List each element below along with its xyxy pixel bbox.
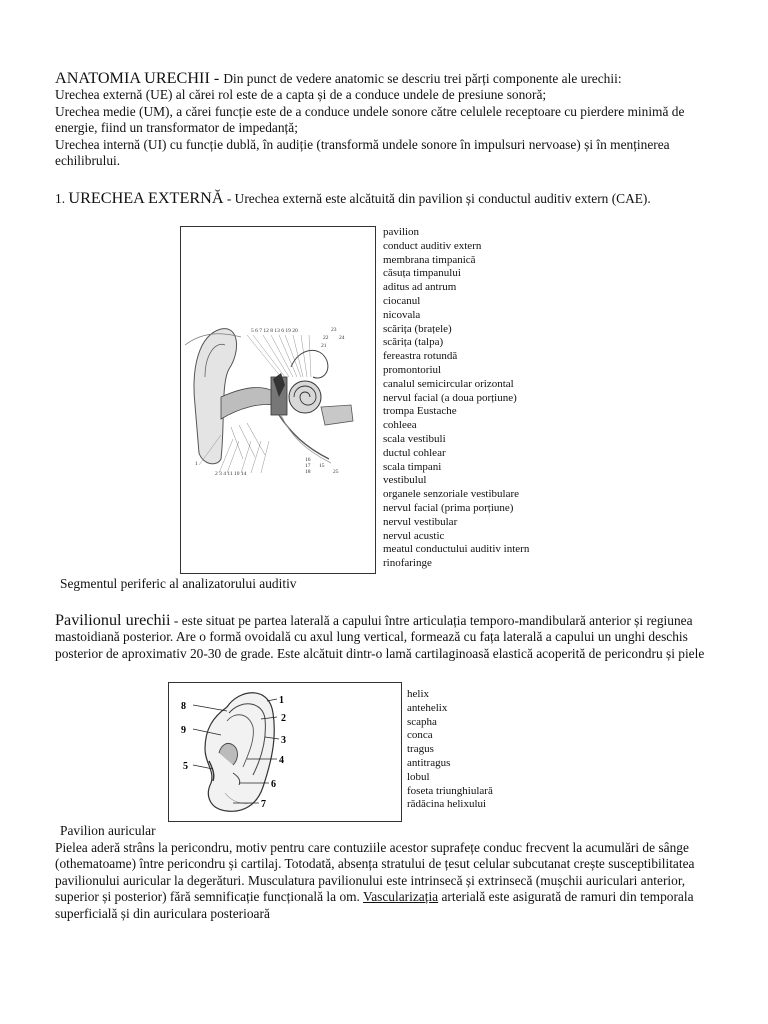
figure1-legend [383, 226, 529, 571]
ear-cross-section-figure [180, 226, 376, 574]
legend-item: lobul [407, 770, 430, 783]
auricle-number: 9 [181, 725, 186, 736]
section1-heading: URECHEA EXTERNĂ [68, 189, 224, 207]
legend-item: scărița (brațele) [383, 322, 452, 335]
legend-item: aditus ad antrum [383, 281, 457, 294]
legend-item: foseta triunghiulară [407, 784, 493, 797]
figure2-legend [407, 688, 493, 812]
legend-item: nervul facial (a doua porțiune) [383, 391, 517, 404]
figure1-bottom-right-number: 16 [305, 457, 311, 463]
figure1-right-number: 24 [339, 335, 345, 341]
figure1-bottom-right-number: 18 [305, 469, 311, 475]
section2-text: - este situat pe partea laterală a capului între articulația temporo-mandibulară anterior și regiunea mastoidiană posterior. Are o formă ovoidală cu axul lung vertical, formează cu fața laterală a capului un unghi deschis posterior de aproximativ 20-30 de grade. Este alcătuit dintr-o lamă cartilaginoasă elastică acoperită de pericondru și piele [55, 613, 705, 661]
legend-item: rinofaringe [383, 557, 432, 570]
intro-paragraph [55, 70, 720, 169]
section2-paragraph [55, 612, 720, 662]
legend-item: scărița (talpa) [383, 336, 444, 349]
legend-item: organele senzoriale vestibulare [383, 488, 520, 501]
final-text-a: Pielea aderă strâns la pericondru, motiv pentru care contuziile acestor suprafețe conduc frecvent la acumulări de sânge (othematoame) între pericondru și cartilaj. Totodată, absența stratului de țesut celular subcutanat crește susceptibilitatea pavilionului auricular la degerături. Musculatura pavilionului este intrinsecă și extrinsecă (mușchii auriculari anterior, superior și posterior) fără semnificație funcțională la om. [55, 840, 695, 905]
legend-item: pavilion [383, 226, 420, 238]
legend-item: cohleea [383, 419, 417, 432]
legend-item: ciocanul [383, 294, 421, 307]
figure1-right-number: 21 [321, 343, 327, 349]
auricle-number: 4 [279, 755, 284, 766]
legend-item: meatul conductului auditiv intern [383, 543, 530, 556]
auricle-number: 3 [281, 735, 286, 746]
figure1-right-number: 23 [331, 327, 337, 333]
legend-item: nervul acustic [383, 529, 445, 542]
intro-line-um: Urechea medie (UM), a cărei funcție este de a conduce undele sonore către celulele receptoare cu pierdere minimă de energie, fiind un transformator de impedanță; [55, 103, 685, 136]
auricle-figure [168, 682, 402, 822]
section2-heading: Pavilionul urechii [55, 611, 171, 629]
section1-number: 1. [55, 191, 69, 206]
legend-item: tragus [407, 743, 434, 756]
figure2-caption: Pavilion auricular [60, 823, 156, 838]
legend-item: nicovala [383, 308, 421, 321]
legend-item: antehelix [407, 701, 448, 714]
legend-item: membrana timpanică [383, 253, 476, 266]
legend-item: canalul semicircular orizontal [383, 377, 514, 390]
figure1-left-number: 1 [195, 461, 198, 467]
figure1-bottom-numbers: 2 3 4 11 10 14 [215, 471, 247, 477]
auricle-number: 6 [271, 779, 276, 790]
intro-heading: ANATOMIA URECHII - [55, 69, 224, 87]
auricle-number: 7 [261, 799, 266, 810]
legend-item: rădăcina helixului [407, 798, 487, 811]
auricle-number: 2 [281, 713, 286, 724]
legend-item: vestibulul [383, 474, 427, 487]
legend-item: nervul facial (prima porțiune) [383, 501, 514, 514]
figure1-top-numbers: 5 6 7 12 8 13 6 19 20 [251, 328, 298, 334]
legend-item: fereastra rotundă [383, 350, 458, 363]
intro-line-ue: Urechea externă (UE) al cărei rol este de a capta și de a conduce undele de presiune sonoră; [55, 87, 547, 103]
legend-item: helix [407, 688, 429, 700]
auricle-illustration [205, 693, 274, 812]
legend-item: scapha [407, 715, 437, 728]
figure1-right-number: 22 [323, 335, 329, 341]
figure1-bottom-right-number: 25 [333, 469, 339, 475]
legend-item: trompa Eustache [383, 405, 457, 418]
figure1-bottom-right-number: 17 [305, 463, 311, 469]
auricle-drawing [169, 683, 401, 821]
auricle-number: 5 [183, 761, 188, 772]
legend-item: căsuța timpanului [383, 267, 461, 280]
legend-item: conca [407, 729, 433, 742]
legend-item: conduct auditiv extern [383, 239, 482, 252]
section1-text: - Urechea externă este alcătuită din pavilion și conductul auditiv extern (CAE). [223, 191, 651, 206]
figure1-caption: Segmentul periferic al analizatorului auditiv [60, 576, 297, 591]
legend-item: ductul cohlear [383, 446, 446, 459]
ear-cross-section-drawing [181, 227, 375, 573]
legend-item: scala vestibuli [383, 432, 446, 445]
final-paragraph [55, 840, 720, 922]
legend-item: antitragus [407, 756, 451, 769]
underlined-term: Vascularizația [363, 889, 439, 905]
figure1-bottom-right-number: 15 [319, 463, 325, 469]
legend-item: nervul vestibular [383, 515, 458, 528]
intro-lead: Din punct de vedere anatomic se descriu trei părți componente ale urechii: [223, 71, 622, 86]
ear-anatomy-illustration [185, 329, 353, 473]
auricle-number: 8 [181, 701, 186, 712]
section1-paragraph [55, 190, 720, 207]
auricle-number: 1 [279, 695, 284, 706]
final-text-b: arterială este asigurată de ramuri din temporala superficială și din auriculara posterioară [55, 889, 694, 921]
legend-item: promontoriul [383, 363, 442, 376]
legend-item: scala timpani [383, 460, 442, 473]
intro-line-ui: Urechea internă (UI) cu funcție dublă, în audiție (transformă undele sonore în impulsuri nervoase) și în menținerea echilibrului. [55, 136, 670, 169]
